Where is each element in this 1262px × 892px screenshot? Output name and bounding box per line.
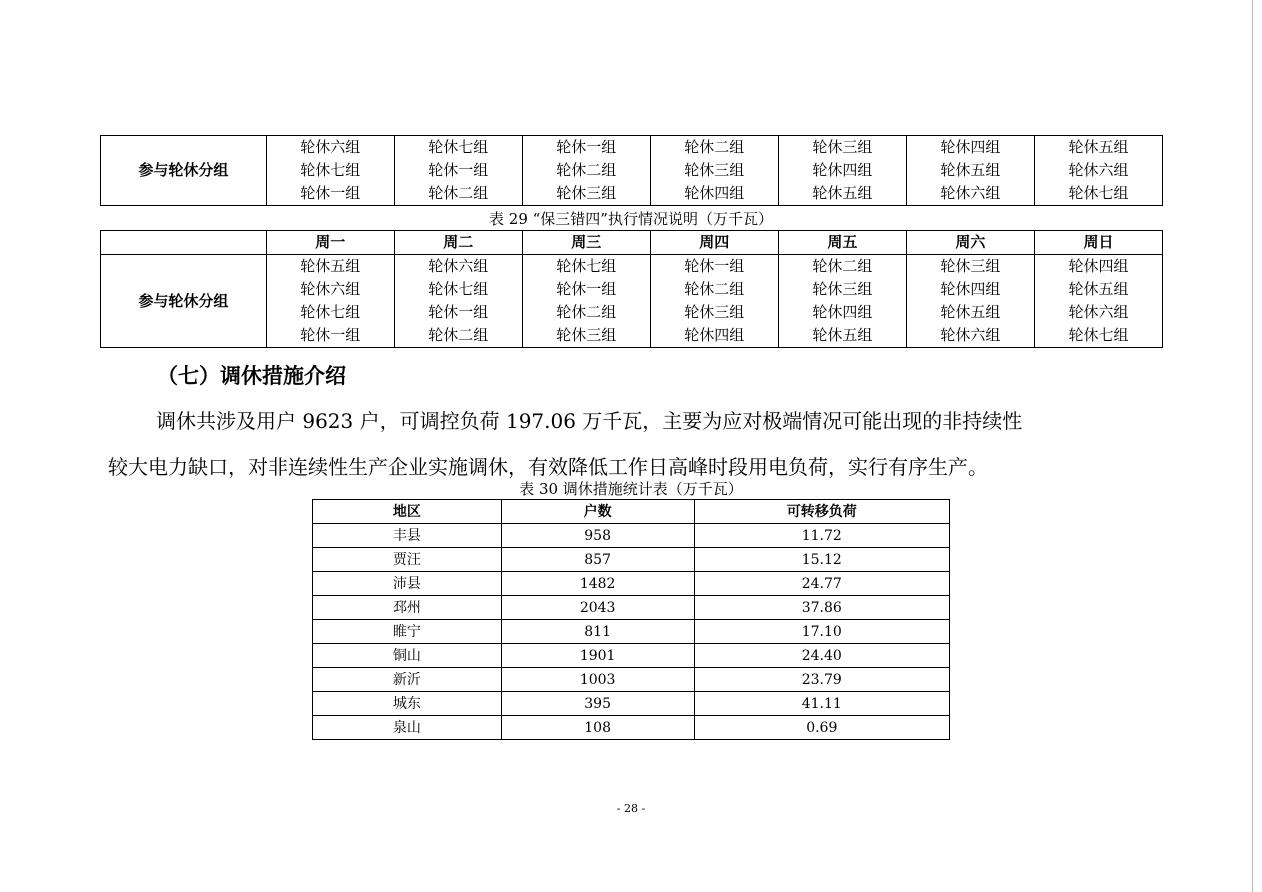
page-number: - 28 -: [616, 802, 646, 815]
table-cell: 轮休四组 轮休五组 轮休六组: [906, 136, 1034, 206]
load-cell: 11.72: [694, 524, 949, 548]
table-row: [313, 692, 950, 716]
region-cell: 新沂: [313, 668, 502, 692]
header-cell: 周日: [1034, 231, 1162, 255]
table-30-caption: 表 30 调休措施统计表（万千瓦）: [519, 480, 743, 498]
table-row: [313, 620, 950, 644]
table-29-caption: 表 29 “保三错四”执行情况说明（万千瓦）: [489, 210, 773, 228]
paragraph-line: 调休共涉及用户 9623 户，可调控负荷 197.06 万千瓦，主要为应对极端情况可能出现的非持续性: [156, 409, 1023, 433]
header-cell: 可转移负荷: [694, 500, 949, 524]
table-cell: 轮休一组 轮休二组 轮休三组 轮休四组: [650, 255, 778, 348]
row-label: 参与轮休分组: [101, 136, 267, 206]
region-cell: 泉山: [313, 716, 502, 740]
table-row: [313, 572, 950, 596]
page-edge-line: [1252, 0, 1253, 892]
row-label: 参与轮休分组: [101, 255, 267, 348]
table-row: [313, 716, 950, 740]
header-cell: 周四: [650, 231, 778, 255]
table-30: [312, 499, 950, 740]
header-cell: 地区: [313, 500, 502, 524]
count-cell: 811: [501, 620, 694, 644]
load-cell: 15.12: [694, 548, 949, 572]
load-cell: 37.86: [694, 596, 949, 620]
count-cell: 395: [501, 692, 694, 716]
header-cell: 周二: [394, 231, 522, 255]
table-cell: 轮休五组 轮休六组 轮休七组 轮休一组: [266, 255, 394, 348]
count-cell: 2043: [501, 596, 694, 620]
table-row: [313, 596, 950, 620]
table-cell: 轮休二组 轮休三组 轮休四组: [650, 136, 778, 206]
section-heading: （七）调休措施介绍: [157, 364, 346, 388]
table-row: [313, 524, 950, 548]
region-cell: 沛县: [313, 572, 502, 596]
header-cell: 周五: [778, 231, 906, 255]
load-cell: 41.11: [694, 692, 949, 716]
region-cell: 城东: [313, 692, 502, 716]
table-cell: 轮休三组 轮休四组 轮休五组: [778, 136, 906, 206]
header-cell: 周一: [266, 231, 394, 255]
count-cell: 958: [501, 524, 694, 548]
count-cell: 1901: [501, 644, 694, 668]
table-29: [100, 230, 1163, 348]
region-cell: 铜山: [313, 644, 502, 668]
header-empty-cell: [101, 231, 267, 255]
count-cell: 1003: [501, 668, 694, 692]
load-cell: 17.10: [694, 620, 949, 644]
body-paragraph: [108, 398, 1168, 490]
paragraph-line: 较大电力缺口，对非连续性生产企业实施调休，有效降低工作日高峰时段用电负荷，实行有序生产。: [108, 455, 988, 479]
load-cell: 24.40: [694, 644, 949, 668]
count-cell: 108: [501, 716, 694, 740]
table-cell: 轮休四组 轮休五组 轮休六组 轮休七组: [1034, 255, 1162, 348]
table-cell: 轮休一组 轮休二组 轮休三组: [522, 136, 650, 206]
table-cell: 轮休六组 轮休七组 轮休一组 轮休二组: [394, 255, 522, 348]
count-cell: 857: [501, 548, 694, 572]
region-cell: 邳州: [313, 596, 502, 620]
header-cell: 周三: [522, 231, 650, 255]
table-cell: 轮休五组 轮休六组 轮休七组: [1034, 136, 1162, 206]
rotation-table-continued: [100, 135, 1163, 206]
table-row: [313, 548, 950, 572]
table-cell: 轮休七组 轮休一组 轮休二组: [394, 136, 522, 206]
load-cell: 24.77: [694, 572, 949, 596]
region-cell: 贾汪: [313, 548, 502, 572]
table-row: [313, 644, 950, 668]
load-cell: 23.79: [694, 668, 949, 692]
header-cell: 周六: [906, 231, 1034, 255]
table-cell: 轮休七组 轮休一组 轮休二组 轮休三组: [522, 255, 650, 348]
header-cell: 户数: [501, 500, 694, 524]
load-cell: 0.69: [694, 716, 949, 740]
count-cell: 1482: [501, 572, 694, 596]
table-cell: 轮休二组 轮休三组 轮休四组 轮休五组: [778, 255, 906, 348]
region-cell: 睢宁: [313, 620, 502, 644]
table-row: [313, 668, 950, 692]
table-cell: 轮休六组 轮休七组 轮休一组: [266, 136, 394, 206]
table-cell: 轮休三组 轮休四组 轮休五组 轮休六组: [906, 255, 1034, 348]
region-cell: 丰县: [313, 524, 502, 548]
